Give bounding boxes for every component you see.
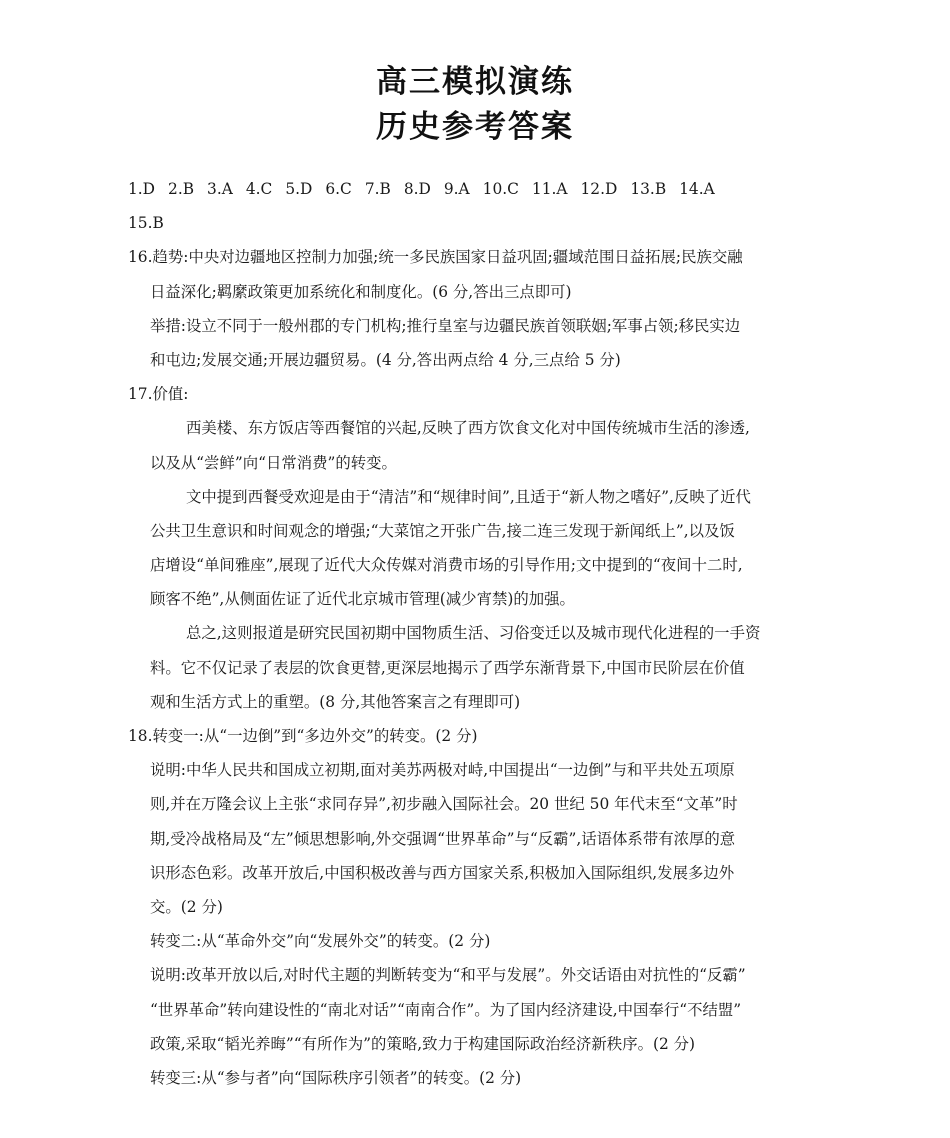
q17-para3-line: 料。它不仅记录了表层的饮食更替,更深层地揭示了西学东渐背景下,中国市民阶层在价值: [150, 658, 745, 677]
q18-explain1-line: 识形态色彩。改革开放后,中国积极改善与西方国家关系,积极加入国际组织,发展多边外: [150, 863, 735, 882]
q17-para2-line: 店增设“单间雅座”,展现了近代大众传媒对消费市场的引导作用;文中提到的“夜间十二时,: [150, 556, 743, 575]
q18-explain2-line: 说明:改革开放以后,对时代主题的判断转变为“和平与发展”。外交话语由对抗性的“反霸”: [150, 966, 746, 985]
answer-item: 2.B: [168, 180, 195, 198]
answer-item: 7.B: [364, 180, 391, 198]
q18-explain1-line: 期,受冷战格局及“左”倾思想影响,外交强调“世界革命”与“反霸”,话语体系带有浓厚的意: [150, 829, 736, 848]
answer-item: 6.C: [325, 180, 352, 198]
q17-para1-line: 以及从“尝鲜”向“日常消费”的转变。: [150, 453, 397, 472]
q16-trend-line: 16.趋势:中央对边疆地区控制力加强;统一多民族国家日益巩固;疆域范围日益拓展;民族交融: [128, 248, 743, 267]
q17-para3-line: 观和生活方式上的重塑。(8 分,其他答案言之有理即可): [150, 692, 521, 711]
answer-item: 13.B: [630, 180, 667, 198]
q18-explain1-line: 则,并在万隆会议上主张“求同存异”,初步融入国际社会。20 世纪 50 年代末至“文革”时: [150, 795, 738, 814]
q16-trend-cont: 日益深化;羁縻政策更加系统化和制度化。(6 分,答出三点即可): [150, 282, 572, 301]
answer-item: 3.A: [207, 180, 233, 198]
q17-para2-line: 顾客不绝”,从侧面佐证了近代北京城市管理(减少宵禁)的加强。: [150, 590, 575, 609]
q17-para1-line: 西美楼、东方饭店等西餐馆的兴起,反映了西方饮食文化对中国传统城市生活的渗透,: [186, 419, 750, 438]
answer-item: 14.A: [679, 180, 715, 198]
answer-item: 10.C: [482, 180, 519, 198]
q18-change2: 转变二:从“革命外交”向“发展外交”的转变。(2 分): [150, 932, 491, 951]
answer-item: 8.D: [403, 180, 431, 198]
answer-item: 15.B: [128, 214, 164, 233]
q18-explain2-line: “世界革命”转向建设性的“南北对话”“南南合作”。为了国内经济建设,中国奉行“不结盟”: [150, 1000, 742, 1019]
q18-explain2-line: 政策,采取“韬光养晦”“有所作为”的策略,致力于构建国际政治经济新秩序。(2 分): [150, 1034, 696, 1053]
answer-item: 5.D: [285, 180, 313, 198]
q17-heading: 17.价值:: [128, 385, 189, 404]
q18-change1: 18.转变一:从“一边倒”到“多边外交”的转变。(2 分): [128, 727, 478, 745]
q18-explain1-line: 交。(2 分): [150, 897, 223, 916]
answer-item: 11.A: [531, 180, 568, 198]
title-line-2: 历史参考答案: [376, 109, 574, 145]
title-line-1: 高三模拟演练: [376, 64, 574, 100]
answer-item: 9.A: [443, 180, 470, 198]
multiple-choice-answers: [128, 172, 828, 206]
q17-para3-line: 总之,这则报道是研究民国初期中国物质生活、习俗变迁以及城市现代化进程的一手资: [186, 624, 761, 643]
q18-explain1-line: 说明:中华人民共和国成立初期,面对美苏两极对峙,中国提出“一边倒”与和平共处五项原: [150, 761, 735, 780]
answer-item: 4.C: [245, 180, 273, 198]
answer-item: 12.D: [580, 180, 618, 198]
answer-body: [128, 172, 828, 1095]
answer-item: 1.D: [128, 180, 156, 198]
q18-change3: 转变三:从“参与者”向“国际秩序引领者”的转变。(2 分): [150, 1068, 522, 1087]
q16-measures-line: 举措:设立不同于一般州郡的专门机构;推行皇室与边疆民族首领联姻;军事占领;移民实边: [150, 316, 741, 335]
q17-para2-line: 公共卫生意识和时间观念的增强;“大菜馆之开张广告,接二连三发现于新闻纸上”,以及饭: [150, 521, 735, 540]
q16-measures-cont: 和屯边;发展交通;开展边疆贸易。(4 分,答出两点给 4 分,三点给 5 分): [150, 350, 621, 369]
q17-para2-line: 文中提到西餐受欢迎是由于“清洁”和“规律时间”,且适于“新人物之嗜好”,反映了近代: [186, 487, 751, 506]
